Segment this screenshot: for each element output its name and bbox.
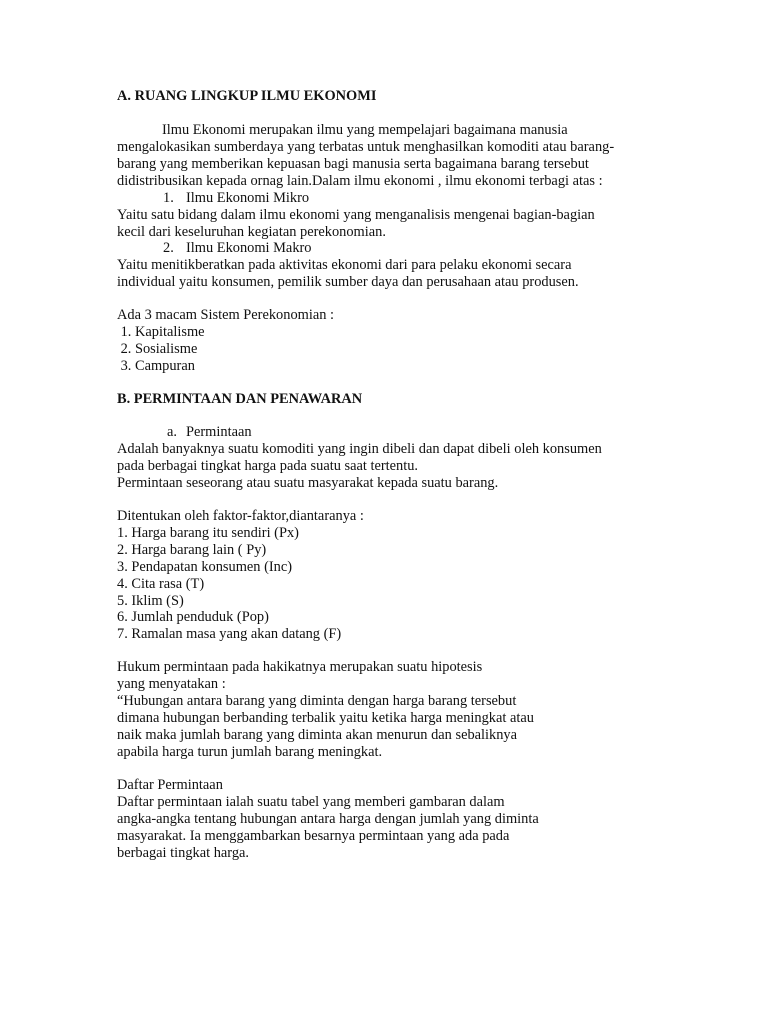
section-b-heading: B. PERMINTAAN DAN PENAWARAN (117, 391, 363, 407)
paragraph-line: Adalah banyaknya suatu komoditi yang ingin dibeli dan dapat dibeli oleh konsumen (117, 441, 602, 457)
paragraph-line: individual yaitu konsumen, pemilik sumber daya dan perusahaan atau produsen. (117, 274, 579, 290)
list-item-title: Ilmu Ekonomi Makro (186, 240, 312, 256)
list-item: 7. Ramalan masa yang akan datang (F) (117, 626, 342, 642)
list-number: 1. (163, 190, 174, 206)
list-item: 6. Jumlah penduduk (Pop) (117, 609, 269, 625)
paragraph-line: naik maka jumlah barang yang diminta akan menurun dan sebaliknya (117, 727, 518, 743)
paragraph-line: pada berbagai tingkat harga pada suatu saat tertentu. (117, 458, 419, 474)
list-item: 2. Harga barang lain ( Py) (117, 542, 267, 558)
list-item: 1. Harga barang itu sendiri (Px) (117, 525, 299, 541)
paragraph-line: kecil dari keseluruhan kegiatan perekonomian. (117, 224, 386, 240)
list-item: 4. Cita rasa (T) (117, 576, 205, 592)
list-number: a. (167, 424, 177, 440)
paragraph-line: Permintaan seseorang atau suatu masyarakat kepada suatu barang. (117, 475, 499, 491)
list-item: 5. Iklim (S) (117, 593, 184, 609)
paragraph-line: apabila harga turun jumlah barang meningkat. (117, 744, 383, 760)
paragraph-line: Hukum permintaan pada hakikatnya merupakan suatu hipotesis (117, 659, 483, 675)
paragraph-line: Yaitu menitikberatkan pada aktivitas ekonomi dari para pelaku ekonomi secara (117, 257, 572, 273)
subsection-title: Permintaan (186, 424, 252, 440)
list-item: 3. Pendapatan konsumen (Inc) (117, 559, 293, 575)
section-a-heading: A. RUANG LINGKUP ILMU EKONOMI (117, 88, 377, 104)
paragraph-line: angka-angka tentang hubungan antara harga dengan jumlah yang diminta (117, 811, 539, 827)
paragraph-line: Ditentukan oleh faktor-faktor,diantaranya : (117, 508, 364, 524)
paragraph-line: barang yang memberikan kepuasan bagi manusia serta bagaimana barang tersebut (117, 156, 589, 172)
paragraph-line: mengalokasikan sumberdaya yang terbatas untuk menghasilkan komoditi atau barang- (117, 139, 615, 155)
paragraph-line: Yaitu satu bidang dalam ilmu ekonomi yang menganalisis mengenai bagian-bagian (117, 207, 595, 223)
paragraph-line: Ilmu Ekonomi merupakan ilmu yang mempelajari bagaimana manusia (162, 122, 568, 138)
list-item-title: Ilmu Ekonomi Mikro (186, 190, 310, 206)
list-item: 1. Kapitalisme (117, 324, 205, 340)
paragraph-line: masyarakat. Ia menggambarkan besarnya permintaan yang ada pada (117, 828, 510, 844)
paragraph-line: dimana hubungan berbanding terbalik yaitu ketika harga meningkat atau (117, 710, 534, 726)
paragraph-line: Daftar permintaan ialah suatu tabel yang memberi gambaran dalam (117, 794, 505, 810)
list-item: 3. Campuran (117, 358, 195, 374)
paragraph-line: yang menyatakan : (117, 676, 226, 692)
subsection-title: Daftar Permintaan (117, 777, 223, 793)
paragraph-line: Ada 3 macam Sistem Perekonomian : (117, 307, 335, 323)
list-number: 2. (163, 240, 174, 256)
list-item: 2. Sosialisme (117, 341, 198, 357)
paragraph-line: didistribusikan kepada ornag lain.Dalam ilmu ekonomi , ilmu ekonomi terbagi atas : (117, 173, 603, 189)
paragraph-line: “Hubungan antara barang yang diminta dengan harga barang tersebut (117, 693, 517, 709)
paragraph-line: berbagai tingkat harga. (117, 845, 249, 861)
